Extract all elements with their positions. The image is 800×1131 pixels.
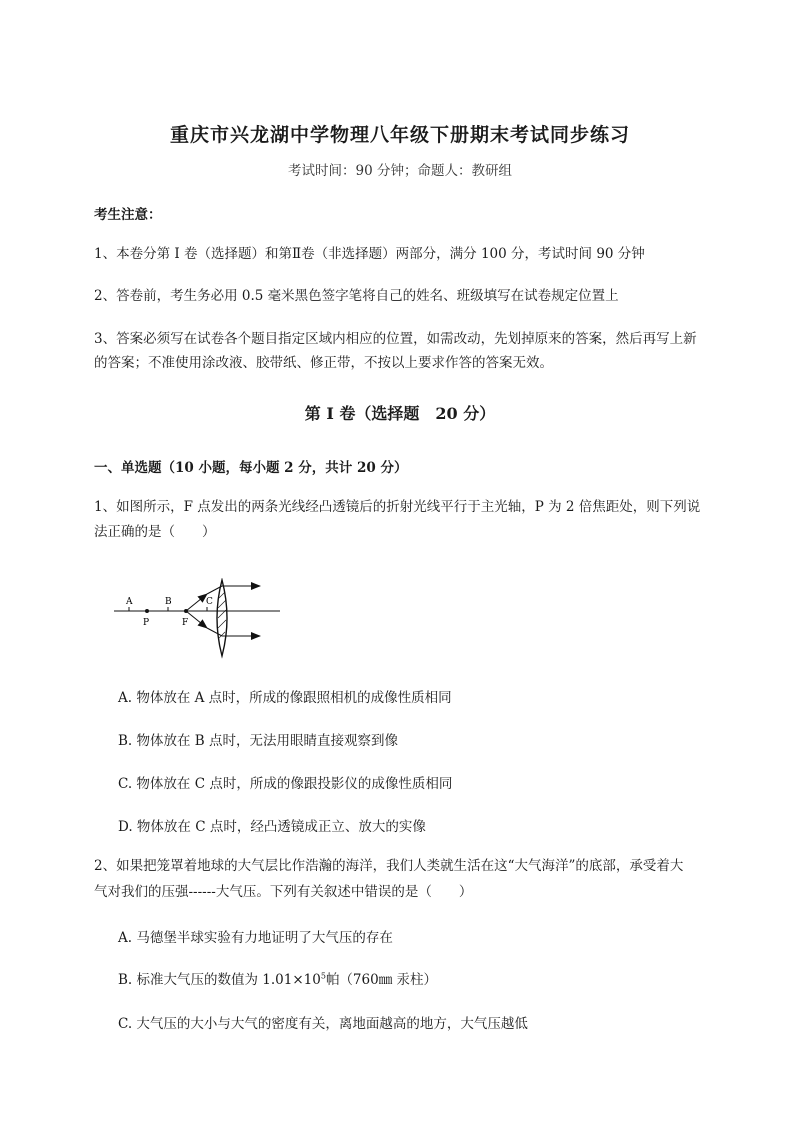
ray-down-incident (186, 611, 207, 628)
question-1-option-b: B. 物体放在 B 点时，无法用眼睛直接观察到像 (118, 733, 399, 749)
question-2-option-c: C. 大气压的大小与大气的密度有关，离地面越高的地方，大气压越低 (118, 1016, 528, 1032)
question-2-stem-line1: 2、如果把笼罩着地球的大气层比作浩瀚的海洋，我们人类就生活在这“大气海洋”的底部，承受着大 (94, 858, 684, 874)
question-1-stem-line2: 法正确的是（ ） (94, 524, 216, 540)
ray-up-incident (186, 594, 207, 611)
section-title-main: 第 I 卷（选择题 (304, 404, 420, 423)
lens-diagram (110, 578, 290, 660)
label-b: B (165, 597, 172, 607)
label-c: C (206, 597, 213, 607)
question-1-stem-line1: 1、如图所示，F 点发出的两条光线经凸透镜后的折射光线平行于主光轴，P 为 2 倍焦距处，则下列说 (94, 499, 701, 515)
question-2-option-a: A. 马德堡半球实验有力地证明了大气压的存在 (118, 930, 393, 946)
exam-info: 考试时间：90 分钟；命题人：教研组 (288, 163, 512, 179)
lens-hatch (218, 592, 226, 638)
question-1-option-d: D. 物体放在 C 点时，经凸透镜成正立、放大的实像 (118, 819, 426, 835)
section-title-score: 20 分） (435, 404, 496, 423)
question-2-option-b (118, 968, 437, 988)
label-a: A (126, 597, 133, 607)
label-p: P (143, 618, 150, 628)
section-title (0, 401, 800, 424)
question-2-option-b-suffix: 帕（760㎜ 汞柱） (325, 972, 437, 988)
question-2-option-b-exponent: 5 (320, 971, 326, 981)
notice-item-3-line1: 3、答案必须写在试卷各个题目指定区域内相应的位置，如需改动，先划掉原来的答案，然后再写上新 (94, 331, 697, 347)
question-1-option-a: A. 物体放在 A 点时，所成的像跟照相机的成像性质相同 (118, 690, 452, 706)
notice-item-1: 1、本卷分第 I 卷（选择题）和第Ⅱ卷（非选择题）两部分，满分 100 分，考试时间 90 分钟 (94, 246, 645, 262)
page-title: 重庆市兴龙湖中学物理八年级下册期末考试同步练习 (169, 124, 630, 146)
notice-heading: 考生注意： (94, 207, 162, 223)
notice-item-3-line2: 的答案；不准使用涂改液、胶带纸、修正带，不按以上要求作答的答案无效。 (94, 355, 553, 371)
ray-down-to-lens (207, 628, 222, 636)
question-2-option-b-prefix: B. 标准大气压的数值为 1.01×10 (118, 972, 321, 988)
label-f: F (182, 618, 189, 628)
question-1-option-c: C. 物体放在 C 点时，所成的像跟投影仪的成像性质相同 (118, 776, 453, 792)
point-p-dot (145, 609, 149, 613)
notice-item-2: 2、答卷前，考生务必用 0.5 毫米黑色签字笔将自己的姓名、班级填写在试卷规定位置上 (94, 288, 619, 304)
question-2-stem-line2: 气对我们的压强------大气压。下列有关叙述中错误的是（ ） (94, 884, 473, 900)
part-heading: 一、单选题（10 小题，每小题 2 分，共计 20 分） (94, 460, 408, 476)
convex-lens (217, 580, 227, 656)
